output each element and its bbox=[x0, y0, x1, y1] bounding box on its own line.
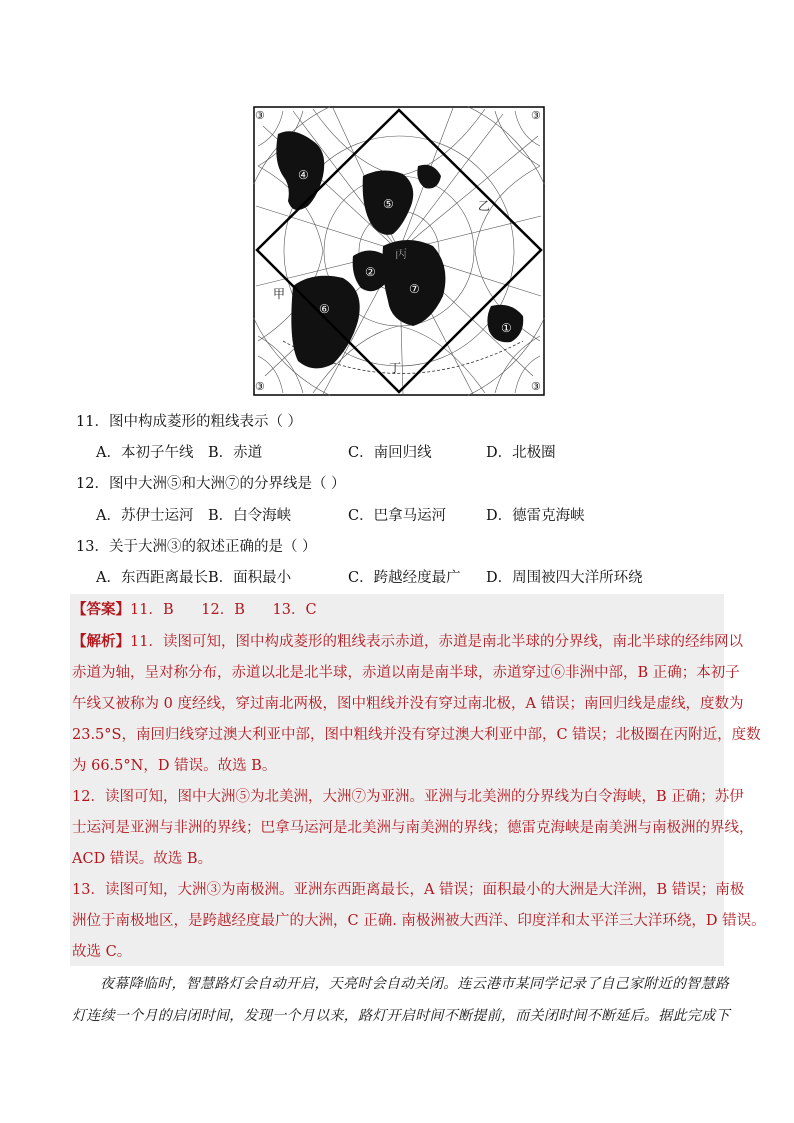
continent-label-5: ⑤ bbox=[383, 197, 394, 211]
analysis-line-8: ACD 错误。故选 B。 bbox=[72, 851, 213, 867]
q13-option-b: B．面积最小 bbox=[208, 570, 292, 586]
continent-label-3-bl: ③ bbox=[255, 380, 265, 393]
q13-option-d: D．周围被四大洋所环绕 bbox=[486, 570, 643, 586]
continent-label-1: ① bbox=[501, 321, 512, 335]
label-yi: 乙 bbox=[478, 199, 491, 213]
answer-text: 11．B 12．B 13．C bbox=[130, 602, 317, 618]
q11-option-d: D．北极圈 bbox=[486, 445, 556, 461]
analysis-text-1: 11．读图可知，图中构成菱形的粗线表示赤道，赤道是南北半球的分界线，南北半球的经纬网以 bbox=[130, 634, 743, 650]
answer-tag: 【答案】 bbox=[72, 601, 130, 618]
continent-label-4: ④ bbox=[298, 168, 309, 182]
analysis-line-10: 洲位于南极地区，是跨越经度最广的大洲，C 正确. 南极洲被大西洋、印度洋和太平洋三大洋环绕，D 错误。 bbox=[72, 913, 766, 929]
label-ding: 丁 bbox=[389, 361, 402, 375]
label-jia: 甲 bbox=[273, 287, 286, 301]
analysis-line-1 bbox=[72, 632, 743, 652]
continent-label-6: ⑥ bbox=[319, 302, 330, 316]
q12-option-c: C．巴拿马运河 bbox=[348, 508, 447, 524]
analysis-line-2: 赤道为轴，呈对称分布，赤道以北是北半球，赤道以南是南半球，赤道穿过⑥非洲中部，B 正确；本初子 bbox=[72, 665, 740, 681]
world-map-figure bbox=[253, 106, 545, 396]
analysis-line-5: 为 66.5°N，D 错误。故选 B。 bbox=[72, 758, 277, 774]
q11-option-a: A．本初子午线 bbox=[96, 445, 194, 461]
intro-line-2: 灯连续一个月的启闭时间，发现一个月以来，路灯开启时间不断提前，而关闭时间不断延后。据此完成下 bbox=[72, 1008, 730, 1024]
analysis-line-7: 士运河是亚洲与非洲的界线；巴拿马运河是北美洲与南美洲的界线；德雷克海峡是南美洲与南极洲的界线， bbox=[72, 820, 754, 836]
analysis-line-6: 12．读图可知，图中大洲⑤为北美洲，大洲⑦为亚洲。亚洲与北美洲的分界线为白令海峡，B 正确；苏伊 bbox=[72, 789, 744, 805]
analysis-line-4: 23.5°S，南回归线穿过澳大利亚中部，图中粗线并没有穿过澳大利亚中部，C 错误；北极圈在丙附近，度数 bbox=[72, 727, 761, 743]
continent-label-3-tl: ③ bbox=[255, 109, 265, 122]
q13-option-a: A．东西距离最长 bbox=[96, 570, 208, 586]
analysis-tag: 【解析】 bbox=[72, 633, 130, 650]
question-12-stem: 12．图中大洲⑤和大洲⑦的分界线是（ ） bbox=[76, 476, 346, 492]
analysis-line-9: 13．读图可知，大洲③为南极洲。亚洲东西距离最长，A 错误；面积最小的大洲是大洋洲，B 错误；南极 bbox=[72, 882, 745, 898]
q11-option-b: B．赤道 bbox=[208, 445, 263, 461]
continent-label-2: ② bbox=[365, 265, 376, 279]
q13-option-c: C．跨越经度最广 bbox=[348, 570, 461, 586]
q12-option-b: B．白令海峡 bbox=[208, 508, 292, 524]
continent-label-3-tr: ③ bbox=[531, 109, 541, 122]
q11-option-c: C．南回归线 bbox=[348, 445, 432, 461]
continent-label-7: ⑦ bbox=[409, 282, 420, 296]
label-bing: 丙 bbox=[395, 247, 408, 261]
continent-label-3-br: ③ bbox=[531, 380, 541, 393]
question-13-stem: 13．关于大洲③的叙述正确的是（ ） bbox=[76, 539, 317, 555]
analysis-line-3: 午线又被称为 0 度经线，穿过南北两极，图中粗线并没有穿过南北极，A 错误；南回归线是虚线，度数为 bbox=[72, 696, 744, 712]
question-11-stem: 11．图中构成菱形的粗线表示（ ） bbox=[76, 414, 303, 430]
q12-option-d: D．德雷克海峡 bbox=[486, 508, 585, 524]
intro-line-1: 夜幕降临时，智慧路灯会自动开启，天亮时会自动关闭。连云港市某同学记录了自己家附近的智慧路 bbox=[100, 976, 730, 992]
q12-option-a: A．苏伊士运河 bbox=[96, 508, 194, 524]
answer-line bbox=[72, 600, 317, 620]
analysis-line-11: 故选 C。 bbox=[72, 944, 132, 960]
